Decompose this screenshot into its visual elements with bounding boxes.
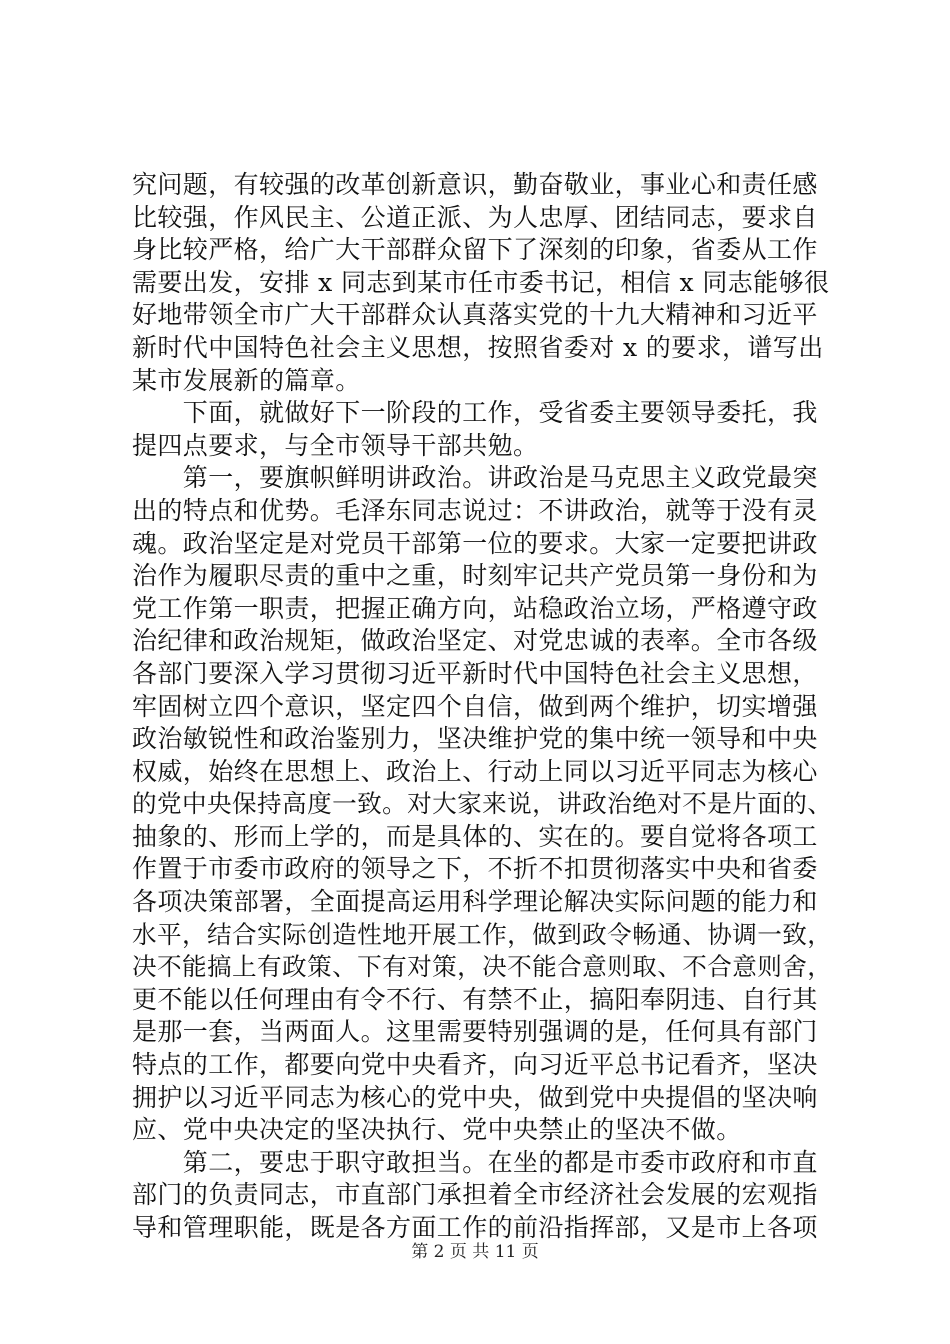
page-footer: 第 2 页 共 11 页 bbox=[411, 1242, 539, 1262]
text-line: 各部门要深入学习贯彻习近平新时代中国特色社会主义思想， bbox=[132, 658, 818, 688]
text-line: 治作为履职尽责的重中之重，时刻牢记共产党员第一身份和为 bbox=[132, 561, 818, 591]
text-line: 新时代中国特色社会主义思想，按照省委对 x 的要求，谱写出 bbox=[132, 332, 824, 362]
text-line: 特点的工作，都要向党中央看齐，向习近平总书记看齐，坚决 bbox=[132, 1050, 818, 1080]
text-line: 出的特点和优势。毛泽东同志说过：不讲政治，就等于没有灵 bbox=[132, 495, 818, 525]
text-line: 政治敏锐性和政治鉴别力，坚决维护党的集中统一领导和中央 bbox=[132, 724, 818, 754]
text-line: 第二，要忠于职守敢担当。在坐的都是市委市政府和市直 bbox=[132, 1147, 818, 1177]
text-line: 抽象的、形而上学的，而是具体的、实在的。要自觉将各项工 bbox=[132, 821, 818, 851]
text-line: 应、党中央决定的坚决执行、党中央禁止的坚决不做。 bbox=[132, 1115, 742, 1145]
text-line: 导和管理职能，既是各方面工作的前沿指挥部，又是市上各项 bbox=[132, 1213, 818, 1242]
text-line: 魂。政治坚定是对党员干部第一位的要求。大家一定要把讲政 bbox=[132, 528, 818, 558]
text-line: 水平，结合实际创造性地开展工作，做到政令畅通、协调一致， bbox=[132, 919, 833, 949]
text-line: 拥护以习近平同志为核心的党中央，做到党中央提倡的坚决响 bbox=[132, 1082, 818, 1112]
text-line: 部门的负责同志，市直部门承担着全市经济社会发展的宏观指 bbox=[132, 1180, 818, 1210]
text-line: 决不能搞上有政策、下有对策，决不能合意则取、不合意则舍， bbox=[132, 952, 833, 982]
text-line: 各项决策部署，全面提高运用科学理论解决实际问题的能力和 bbox=[132, 887, 818, 917]
text-line: 党工作第一职责，把握正确方向，站稳政治立场，严格遵守政 bbox=[132, 593, 818, 623]
body-text bbox=[132, 169, 832, 1245]
text-line: 作置于市委市政府的领导之下，不折不扣贯彻落实中央和省委 bbox=[132, 854, 818, 884]
text-line: 治纪律和政治规矩，做政治坚定、对党忠诚的表率。全市各级 bbox=[132, 626, 818, 656]
text-line: 权威，始终在思想上、政治上、行动上同以习近平同志为核心 bbox=[132, 756, 818, 786]
text-line: 好地带领全市广大干部群众认真落实党的十九大精神和习近平 bbox=[132, 300, 818, 330]
text-line: 下面，就做好下一阶段的工作，受省委主要领导委托，我 bbox=[132, 398, 818, 428]
text-line: 究问题，有较强的改革创新意识，勤奋敬业，事业心和责任感 bbox=[132, 170, 818, 199]
text-line: 提四点要求，与全市领导干部共勉。 bbox=[132, 430, 539, 460]
text-line: 某市发展新的篇章。 bbox=[132, 365, 361, 395]
text-line: 更不能以任何理由有令不行、有禁不止，搞阳奉阴违、自行其 bbox=[132, 984, 818, 1014]
text-line: 牢固树立四个意识，坚定四个自信，做到两个维护，切实增强 bbox=[132, 691, 818, 721]
text-line: 第一，要旗帜鲜明讲政治。讲政治是马克思主义政党最突 bbox=[132, 463, 818, 493]
text-line: 身比较严格，给广大干部群众留下了深刻的印象，省委从工作 bbox=[132, 235, 818, 265]
text-line: 需要出发，安排 x 同志到某市任市委书记，相信 x 同志能够很 bbox=[132, 267, 830, 297]
text-line: 比较强，作风民主、公道正派、为人忠厚、团结同志，要求自 bbox=[132, 202, 818, 232]
text-line: 是那一套，当两面人。这里需要特别强调的是，任何具有部门 bbox=[132, 1017, 818, 1047]
text-line: 的党中央保持高度一致。对大家来说，讲政治绝对不是片面的、 bbox=[132, 789, 833, 819]
